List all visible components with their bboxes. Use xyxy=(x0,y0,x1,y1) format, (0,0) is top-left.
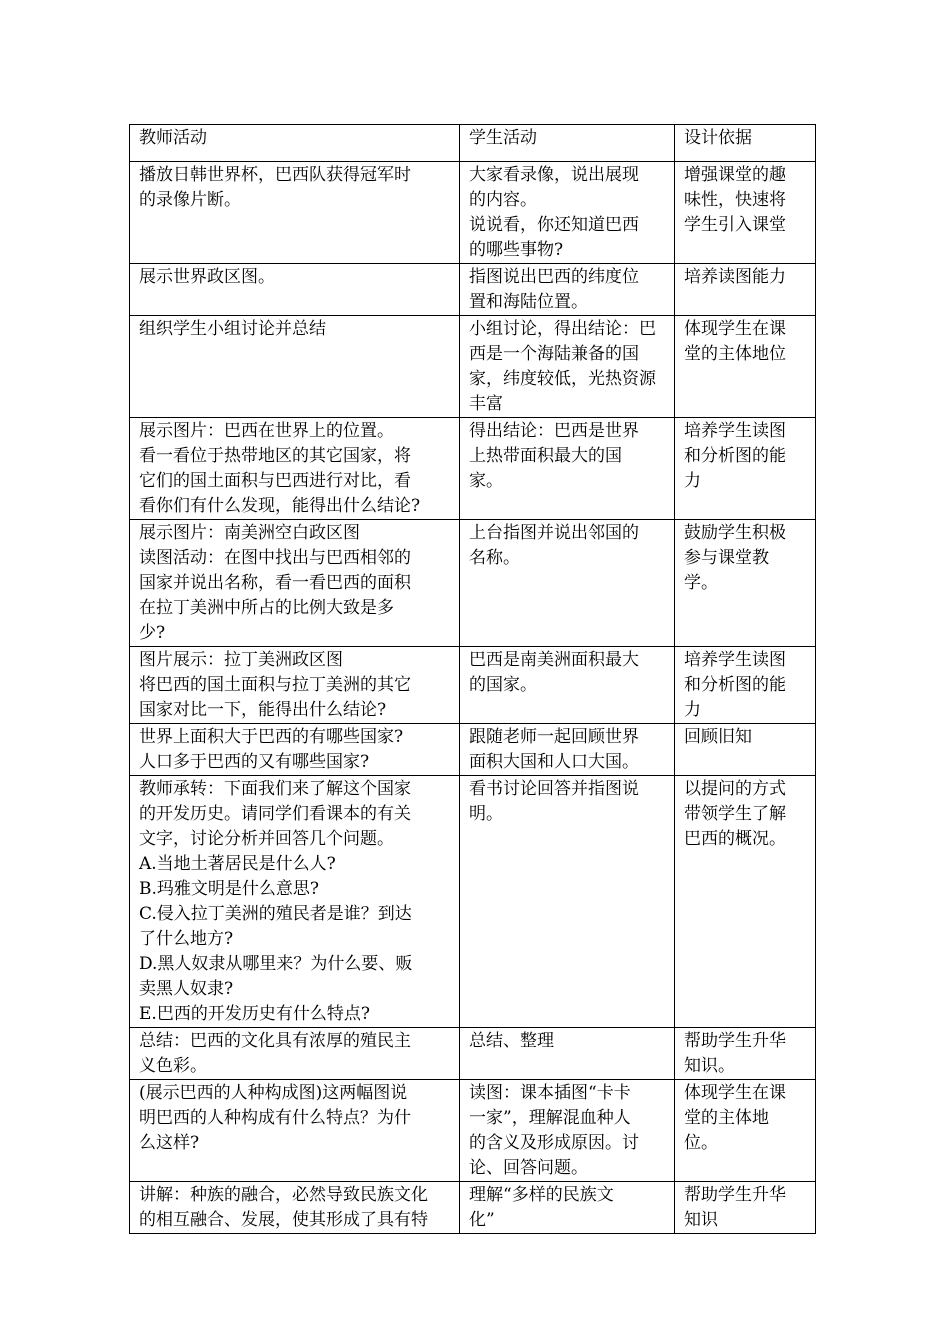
table-row xyxy=(130,724,816,776)
cell-text-line: 的内容。 xyxy=(469,190,537,210)
cell-text-line: 堂的主体地 xyxy=(684,1108,769,1128)
cell-text-line: 读图活动：在图中找出与巴西相邻的 xyxy=(139,548,411,568)
cell-text-line: 指图说出巴西的纬度位 xyxy=(469,267,639,287)
cell-text-line: 说说看，你还知道巴西 xyxy=(469,215,639,235)
cell-text-line: 家。 xyxy=(469,471,503,491)
teacher-activity-cell xyxy=(130,316,460,418)
cell-text-line: 以提问的方式 xyxy=(684,779,786,799)
cell-text-line: 跟随老师一起回顾世界 xyxy=(469,727,639,747)
cell-text-line: 名称。 xyxy=(469,548,520,568)
design-basis-cell xyxy=(675,776,816,1028)
cell-text-line: 播放日韩世界杯，巴西队获得冠军时 xyxy=(139,165,411,185)
cell-text-line: 了什么地方? xyxy=(139,929,234,949)
table-row xyxy=(130,1028,816,1080)
teacher-activity-cell xyxy=(130,418,460,520)
cell-text-line: B.玛雅文明是什么意思? xyxy=(139,879,320,899)
cell-text-line: 图片展示：拉丁美洲政区图 xyxy=(139,650,343,670)
student-activity-cell xyxy=(460,1182,675,1234)
cell-text-line: A.当地土著居民是什么人? xyxy=(139,854,336,874)
header-teacher-activity: 教师活动 xyxy=(130,125,460,162)
cell-text-line: 小组讨论，得出结论：巴 xyxy=(469,319,656,339)
design-basis-cell xyxy=(675,316,816,418)
cell-text-line: 它们的国土面积与巴西进行对比，看 xyxy=(139,471,411,491)
cell-text-line: 上台指图并说出邻国的 xyxy=(469,523,639,543)
design-basis-cell xyxy=(675,418,816,520)
cell-text-line: 国家并说出名称，看一看巴西的面积 xyxy=(139,573,411,593)
design-basis-cell xyxy=(675,724,816,776)
table-row xyxy=(130,418,816,520)
cell-text-line: 力 xyxy=(684,471,701,491)
cell-text-line: 和分析图的能 xyxy=(684,675,786,695)
cell-text-line: 增强课堂的趣 xyxy=(684,165,786,185)
cell-text-line: 看你们有什么发现，能得出什么结论? xyxy=(139,496,421,516)
student-activity-cell xyxy=(460,316,675,418)
cell-text-line: 西是一个海陆兼备的国 xyxy=(469,344,639,364)
cell-text-line: 置和海陆位置。 xyxy=(469,292,588,312)
cell-text-line: 将巴西的国土面积与拉丁美洲的其它 xyxy=(139,675,411,695)
cell-text-line: 在拉丁美洲中所占的比例大致是多 xyxy=(139,598,394,618)
table-row xyxy=(130,1182,816,1234)
cell-text-line: 教师承转：下面我们来了解这个国家 xyxy=(139,779,411,799)
student-activity-cell xyxy=(460,162,675,264)
cell-text-line: 展示图片：巴西在世界上的位置。 xyxy=(139,421,394,441)
teacher-activity-cell xyxy=(130,776,460,1028)
design-basis-cell xyxy=(675,162,816,264)
cell-text-line: 明巴西的人种构成有什么特点？为什 xyxy=(139,1108,411,1128)
teacher-activity-cell xyxy=(130,264,460,316)
cell-text-line: 读图：课本插图“卡卡 xyxy=(469,1083,631,1103)
header-student-activity: 学生活动 xyxy=(460,125,675,162)
cell-text-line: 的国家。 xyxy=(469,675,537,695)
cell-text-line: 的哪些事物? xyxy=(469,240,564,260)
cell-text-line: 国家对比一下，能得出什么结论? xyxy=(139,700,387,720)
table-row xyxy=(130,264,816,316)
cell-text-line: 卖黑人奴隶? xyxy=(139,979,234,999)
cell-text-line: (展示巴西的人种构成图)这两幅图说 xyxy=(139,1083,408,1103)
cell-text-line: 一家”，理解混血种人 xyxy=(469,1108,631,1128)
cell-text-line: 培养学生读图 xyxy=(684,421,786,441)
design-basis-cell xyxy=(675,264,816,316)
cell-text-line: 总结：巴西的文化具有浓厚的殖民主 xyxy=(139,1031,411,1051)
cell-text-line: 学生引入课堂 xyxy=(684,215,786,235)
student-activity-cell xyxy=(460,776,675,1028)
cell-text-line: 巴西的概况。 xyxy=(684,829,786,849)
cell-text-line: 文字，讨论分析并回答几个问题。 xyxy=(139,829,394,849)
cell-text-line: 么这样? xyxy=(139,1133,200,1153)
cell-text-line: 论、回答问题。 xyxy=(469,1158,588,1178)
design-basis-cell xyxy=(675,1080,816,1182)
cell-text-line: 丰富 xyxy=(469,394,503,414)
cell-text-line: 体现学生在课 xyxy=(684,319,786,339)
cell-text-line: 总结、整理 xyxy=(469,1031,554,1051)
cell-text-line: 力 xyxy=(684,700,701,720)
cell-text-line: 味性，快速将 xyxy=(684,190,786,210)
cell-text-line: D.黑人奴隶从哪里来？为什么要、贩 xyxy=(139,954,413,974)
student-activity-cell xyxy=(460,418,675,520)
table-row xyxy=(130,776,816,1028)
teacher-activity-cell xyxy=(130,1028,460,1080)
cell-text-line: 参与课堂教 xyxy=(684,548,769,568)
lesson-plan-table xyxy=(129,124,816,1234)
cell-text-line: 回顾旧知 xyxy=(684,727,752,747)
cell-text-line: 帮助学生升华 xyxy=(684,1185,786,1205)
cell-text-line: 理解“多样的民族文 xyxy=(469,1185,614,1205)
header-design-basis: 设计依据 xyxy=(675,125,816,162)
student-activity-cell xyxy=(460,724,675,776)
cell-text-line: 人口多于巴西的又有哪些国家? xyxy=(139,752,370,772)
cell-text-line: 鼓励学生积极 xyxy=(684,523,786,543)
cell-text-line: 看一看位于热带地区的其它国家，将 xyxy=(139,446,411,466)
cell-text-line: 和分析图的能 xyxy=(684,446,786,466)
cell-text-line: 知识。 xyxy=(684,1056,735,1076)
cell-text-line: 学。 xyxy=(684,573,718,593)
teacher-activity-cell xyxy=(130,1182,460,1234)
cell-text-line: 义色彩。 xyxy=(139,1056,207,1076)
table-row xyxy=(130,520,816,647)
teacher-activity-cell xyxy=(130,162,460,264)
cell-text-line: 位。 xyxy=(684,1133,718,1153)
teacher-activity-cell xyxy=(130,724,460,776)
cell-text-line: 带领学生了解 xyxy=(684,804,786,824)
student-activity-cell xyxy=(460,1028,675,1080)
lesson-plan-body xyxy=(130,125,816,1234)
cell-text-line: 少? xyxy=(139,623,166,643)
teacher-activity-cell xyxy=(130,647,460,724)
cell-text-line: 帮助学生升华 xyxy=(684,1031,786,1051)
table-row xyxy=(130,1080,816,1182)
student-activity-cell xyxy=(460,520,675,647)
cell-text-line: 堂的主体地位 xyxy=(684,344,786,364)
cell-text-line: 知识 xyxy=(684,1210,718,1230)
teacher-activity-cell xyxy=(130,1080,460,1182)
cell-text-line: C.侵入拉丁美洲的殖民者是谁？到达 xyxy=(139,904,412,924)
cell-text-line: 家，纬度较低，光热资源 xyxy=(469,369,656,389)
cell-text-line: 看书讨论回答并指图说 xyxy=(469,779,639,799)
cell-text-line: 组织学生小组讨论并总结 xyxy=(139,319,326,339)
student-activity-cell xyxy=(460,647,675,724)
cell-text-line: 展示世界政区图。 xyxy=(139,267,275,287)
cell-text-line: 明。 xyxy=(469,804,503,824)
design-basis-cell xyxy=(675,520,816,647)
table-header-row xyxy=(130,125,816,162)
cell-text-line: 讲解：种族的融合，必然导致民族文化 xyxy=(139,1185,428,1205)
cell-text-line: 面积大国和人口大国。 xyxy=(469,752,639,772)
cell-text-line: 展示图片：南美洲空白政区图 xyxy=(139,523,360,543)
design-basis-cell xyxy=(675,1028,816,1080)
cell-text-line: 的相互融合、发展，使其形成了具有特 xyxy=(139,1210,428,1230)
cell-text-line: 的含义及形成原因。讨 xyxy=(469,1133,639,1153)
design-basis-cell xyxy=(675,1182,816,1234)
cell-text-line: 上热带面积最大的国 xyxy=(469,446,622,466)
cell-text-line: 得出结论：巴西是世界 xyxy=(469,421,639,441)
student-activity-cell xyxy=(460,264,675,316)
student-activity-cell xyxy=(460,1080,675,1182)
cell-text-line: 体现学生在课 xyxy=(684,1083,786,1103)
table-row xyxy=(130,316,816,418)
cell-text-line: 大家看录像，说出展现 xyxy=(469,165,639,185)
cell-text-line: 的开发历史。请同学们看课本的有关 xyxy=(139,804,411,824)
table-row xyxy=(130,647,816,724)
teacher-activity-cell xyxy=(130,520,460,647)
cell-text-line: E.巴西的开发历史有什么特点? xyxy=(139,1004,370,1024)
design-basis-cell xyxy=(675,647,816,724)
cell-text-line: 培养学生读图 xyxy=(684,650,786,670)
table-row xyxy=(130,162,816,264)
cell-text-line: 巴西是南美洲面积最大 xyxy=(469,650,639,670)
cell-text-line: 培养读图能力 xyxy=(684,267,786,287)
cell-text-line: 世界上面积大于巴西的有哪些国家? xyxy=(139,727,404,747)
cell-text-line: 化” xyxy=(469,1210,495,1230)
cell-text-line: 的录像片断。 xyxy=(139,190,241,210)
